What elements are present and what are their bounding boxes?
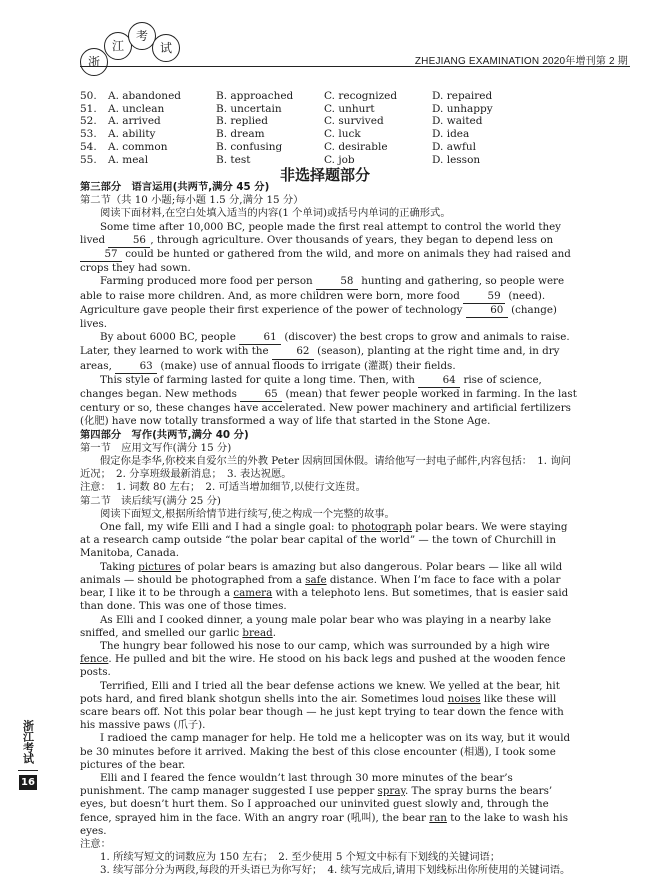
blank-62[interactable]: 62 bbox=[272, 345, 314, 359]
option-row bbox=[80, 103, 542, 116]
option-a: A. meal bbox=[108, 153, 149, 166]
option-a: A. abandoned bbox=[108, 90, 182, 102]
blank-57[interactable]: 57 bbox=[80, 248, 122, 262]
option-a: A. ability bbox=[108, 128, 156, 141]
passage-paragraph: This style of farming lasted for quite a long time. Then, with 64 rise of science, changes began. New methods 65 (mean) that fewer people worked in farming. In the last century or so, these changes have accelerated. New power machinery and artificial fertilizers (化肥) have now totally transformed a way of life that started in the Stone Age. bbox=[80, 373, 577, 428]
question-number: 53. bbox=[80, 128, 97, 141]
page-number: 16 bbox=[21, 777, 35, 788]
option-a: A. common bbox=[108, 140, 168, 153]
story-paragraph: As Elli and I cooked dinner, a young male polar bear who was playing in a nearby lake sniffed, and smelled our garlic bread. bbox=[80, 613, 552, 639]
header-divider bbox=[80, 66, 630, 67]
option-b: B. dream bbox=[216, 128, 265, 141]
note-item: 3. 续写部分分为两段,每段的开头语已为你写好； 4. 续写完成后,请用下划线标出你所使用的关键词语。 bbox=[100, 864, 571, 877]
part4-section1: 第一节 应用文写作(满分 15 分) bbox=[80, 441, 232, 454]
part4-heading: 第四部分 写作(共两节,满分 40 分) bbox=[80, 428, 249, 441]
logo-char: 考 bbox=[128, 22, 156, 50]
question-number: 52. bbox=[80, 115, 97, 128]
option-d: D. waited bbox=[432, 115, 483, 128]
keyword: pictures bbox=[138, 560, 181, 573]
passage-paragraph: By about 6000 BC, people 61 (discover) the best crops to grow and animals to raise. Later, they learned to work with the 62 (season), planting at the right time and, in dry areas, 63 (make) use of annual floods to irrigate (灌溉) their fields. bbox=[80, 331, 580, 374]
answer-options-list bbox=[80, 90, 542, 166]
writing-note-1: 注意： 1. 词数 80 左右； 2. 可适当增加细节,以使行文连贯。 bbox=[80, 481, 366, 494]
blank-60[interactable]: 60 bbox=[466, 304, 508, 318]
option-c: C. survived bbox=[324, 115, 384, 128]
story-paragraph: One fall, my wife Elli and I had a single goal: to photograph polar bears. We were staying at a research camp outside “the polar bear capital of the world” — the town of Churchill in Manitoba, Canada. bbox=[80, 521, 568, 560]
story-paragraph: The hungry bear followed his nose to our camp, which was surrounded by a high wire fence. He pulled and bit the wire. He stood on his back legs and pushed at the wooden fence posts. bbox=[80, 639, 566, 679]
journal-title: ZHEJIANG EXAMINATION 2020年增刊第 2 期 bbox=[414, 56, 628, 67]
side-tab-label: 浙江考试 bbox=[21, 720, 35, 764]
writing-task-2: 阅读下面短文,根据所给情节进行续写,使之构成一个完整的故事。 bbox=[100, 507, 395, 520]
option-c: C. recognized bbox=[324, 90, 398, 102]
blank-63[interactable]: 63 bbox=[115, 360, 157, 374]
option-row bbox=[80, 128, 542, 141]
option-c: C. desirable bbox=[324, 140, 388, 153]
option-d: D. repaired bbox=[432, 90, 493, 102]
blank-56[interactable]: 56 bbox=[108, 234, 150, 248]
option-c: C. luck bbox=[324, 128, 361, 141]
logo-char: 浙 bbox=[80, 48, 108, 76]
keyword: fence bbox=[80, 653, 109, 666]
blank-58[interactable]: 58 bbox=[316, 275, 358, 289]
keyword: photograph bbox=[351, 521, 413, 534]
note-label: 注意： bbox=[80, 837, 111, 850]
exam-body bbox=[80, 181, 580, 878]
story-paragraph: I radioed the camp manager for help. He told me a helicopter was on its way, but it would be 30 minutes before it arrived. Making the best of this close encounter (相遇), I took some pictures of the bear. bbox=[80, 732, 571, 771]
option-b: B. confusing bbox=[216, 140, 283, 153]
story-paragraph: Taking pictures of polar bears is amazing but also dangerous. Polar bears — like all wild animals — should be photographed from a safe distance. When I’m face to face with a polar bear, I like it to be through a camera with a telephoto lens. But sometimes, that is easier said than done. This was one of those times. bbox=[80, 560, 569, 613]
passage-paragraph: Some time after 10,000 BC, people made the first real attempt to control the world they lived 56 , through agriculture. Over thousands of years, they began to depend less on 57 could be hunted or gathered from the wild, and more on animals they had raised and crops they had sown. bbox=[80, 220, 571, 275]
story-paragraph: Terrified, Elli and I tried all the bear defense actions we knew. We yelled at the bear, hit pots hard, and fired blank shotgun shells into the air. Sometimes loud noises like these will scare bears off. Not this polar bear though — he just kept trying to tear down the fence with his massive paws (爪子). bbox=[80, 679, 564, 732]
part3-heading: 第三部分 语言运用(共两节,满分 45 分) bbox=[80, 181, 270, 193]
passage-paragraph: Farming produced more food per person 58 hunting and gathering, so people were able to raise more children. And, as more children were born, more food 59 (need). Agriculture gave people their first experience of the power of technology 60 (change) lives. bbox=[80, 275, 565, 331]
keyword: spray bbox=[377, 785, 405, 798]
option-row bbox=[80, 141, 542, 154]
keyword: bread bbox=[242, 626, 273, 639]
logo-char: 试 bbox=[152, 34, 180, 62]
keyword: noises bbox=[447, 692, 481, 705]
option-b: B. approached bbox=[216, 90, 294, 102]
question-number: 50. bbox=[80, 90, 97, 102]
option-c: C. unhurt bbox=[324, 102, 375, 115]
option-row bbox=[80, 90, 542, 103]
story-paragraph: Elli and I feared the fence wouldn’t last through 30 more minutes of the bear’s punishment. The camp manager suggested I use pepper spray. The spray burns the bears’ eyes, but doesn’t hurt them. So I approached our uninvited guest slowly and, through the fence, sprayed him in the face. With an angry roar (吼叫), the bear ran to the lake to wash his eyes. bbox=[80, 771, 568, 837]
option-row bbox=[80, 115, 542, 128]
option-a: A. arrived bbox=[108, 115, 161, 128]
blank-61[interactable]: 61 bbox=[239, 331, 281, 345]
option-b: B. uncertain bbox=[216, 102, 282, 115]
note-item: 1. 所续写短文的词数应为 150 左右； 2. 至少使用 5 个短文中标有下划线的关键词语； bbox=[100, 851, 501, 864]
option-d: D. awful bbox=[432, 140, 476, 153]
section-title: 非选择题部分 bbox=[279, 166, 370, 184]
option-a: A. unclean bbox=[108, 102, 165, 115]
keyword: camera bbox=[233, 587, 273, 600]
writing-task-1: 假定你是李华,你校来自爱尔兰的外教 Peter 因病回国休假。请给他写一封电子邮件,内容包括： 1. 询问近况； 2. 分享班级最新消息； 3. 表达祝愿。 bbox=[80, 455, 571, 481]
question-number: 55. bbox=[80, 153, 97, 166]
logo-char: 江 bbox=[104, 32, 132, 60]
part4-section2: 第二节 读后续写(满分 25 分) bbox=[80, 494, 221, 507]
question-number: 51. bbox=[80, 102, 97, 115]
part3-subheading: 第二节（共 10 小题;每小题 1.5 分,满分 15 分） bbox=[80, 194, 304, 207]
question-number: 54. bbox=[80, 140, 97, 153]
option-d: D. unhappy bbox=[432, 102, 493, 115]
option-d: D. idea bbox=[432, 128, 470, 141]
side-tab-divider bbox=[18, 770, 38, 771]
option-d: D. lesson bbox=[432, 153, 481, 166]
keyword: ran bbox=[429, 811, 447, 824]
blank-65[interactable]: 65 bbox=[240, 388, 282, 402]
option-b: B. test bbox=[216, 153, 251, 166]
blank-64[interactable]: 64 bbox=[418, 374, 460, 388]
keyword: safe bbox=[305, 573, 327, 586]
side-tab bbox=[18, 720, 38, 790]
option-b: B. replied bbox=[216, 115, 268, 128]
zhejiang-exam-logo bbox=[80, 22, 200, 82]
option-c: C. job bbox=[324, 153, 355, 166]
part3-instruction: 阅读下面材料,在空白处填入适当的内容(1 个单词)或括号内单词的正确形式。 bbox=[100, 207, 451, 220]
blank-59[interactable]: 59 bbox=[463, 290, 505, 304]
